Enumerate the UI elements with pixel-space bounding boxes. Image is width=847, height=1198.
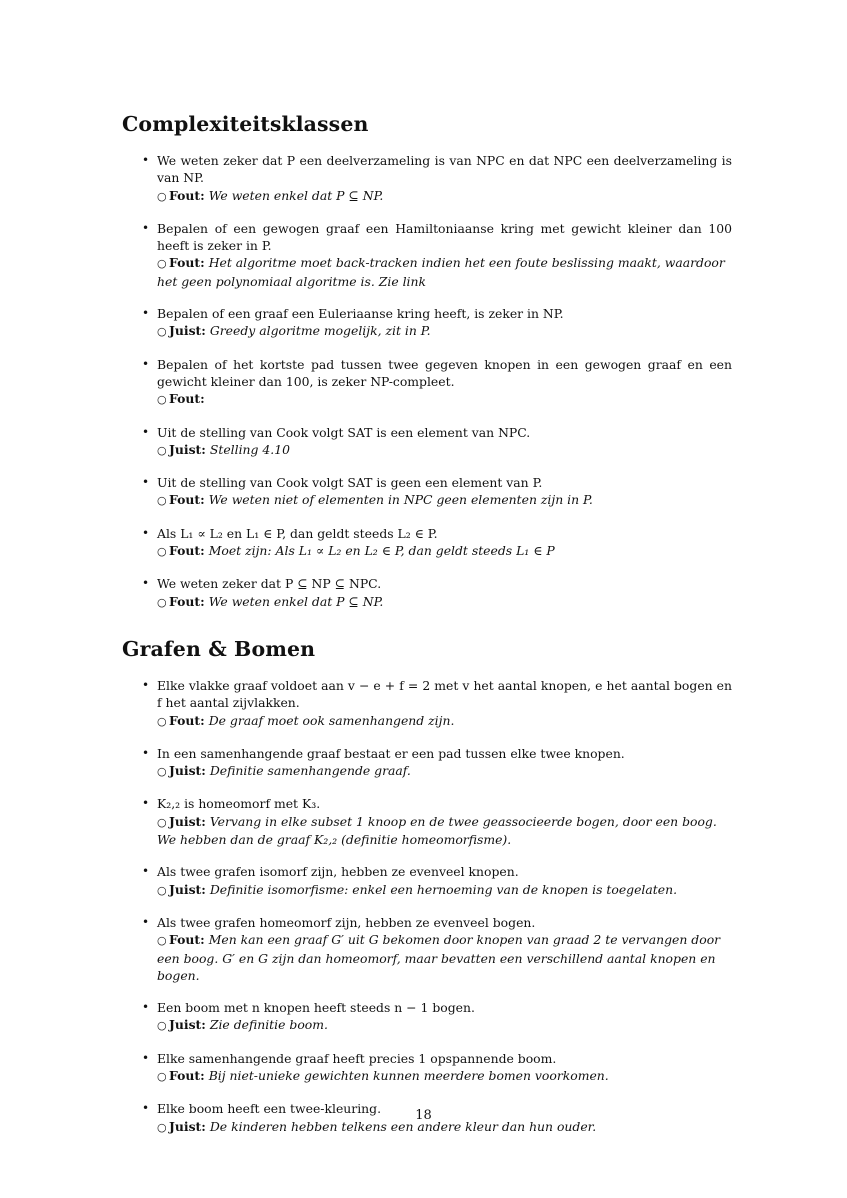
circle-icon: ○ [157, 934, 167, 948]
explanation: Greedy algoritme mogelijk, zit in P. [209, 323, 431, 339]
circle-icon: ○ [157, 1120, 167, 1134]
verdict: Fout: [169, 593, 205, 609]
bullet-icon: • [142, 424, 150, 439]
verdict: Fout: [169, 187, 205, 203]
list-item [122, 745, 732, 781]
bullet-icon: • [142, 914, 150, 929]
section-title-grafen-bomen: Grafen & Bomen [122, 636, 316, 661]
statement: Als twee grafen isomorf zijn, hebben ze evenveel knopen. [157, 864, 519, 880]
statement-list-complexiteit [122, 152, 732, 611]
bullet-icon: • [142, 306, 150, 321]
answer [157, 542, 732, 560]
page-number: 18 [415, 1108, 432, 1123]
verdict: Juist: [169, 441, 206, 457]
list-item [122, 575, 732, 611]
bullet-icon: • [142, 356, 150, 371]
bullet-icon: • [142, 576, 150, 591]
section-title-complexiteitsklassen: Complexiteitsklassen [122, 112, 369, 136]
bullet-icon: • [142, 796, 150, 811]
statement: Als L₁ ∝ L₂ en L₁ ∈ P, dan geldt steeds L₂ ∈ P. [157, 525, 438, 541]
list-item [122, 863, 732, 899]
answer [157, 931, 732, 984]
verdict: Juist: [169, 1118, 206, 1134]
verdict: Fout: [169, 543, 205, 559]
list-item [122, 914, 732, 984]
circle-icon: ○ [157, 1019, 167, 1033]
explanation: Definitie samenhangende graaf. [209, 763, 411, 779]
answer [157, 1067, 732, 1085]
list-item [122, 525, 732, 561]
circle-icon: ○ [157, 595, 167, 609]
answer [157, 254, 732, 290]
answer [157, 322, 732, 340]
explanation: Stelling 4.10 [209, 441, 290, 457]
circle-icon: ○ [157, 883, 167, 897]
statement: Bepalen of het kortste pad tussen twee gegeven knopen in een gewogen graaf en een gewicht kleiner dan 100, is zeker NP-compleet. [157, 356, 732, 389]
list-item [122, 305, 732, 341]
circle-icon: ○ [157, 714, 167, 728]
verdict: Juist: [169, 881, 206, 897]
explanation: De kinderen hebben telkens een andere kleur dan hun ouder. [209, 1118, 597, 1134]
page-content [122, 112, 732, 1151]
bullet-icon: • [142, 153, 150, 167]
answer [157, 390, 732, 408]
answer [157, 187, 732, 205]
answer [157, 881, 732, 899]
circle-icon: ○ [157, 815, 167, 829]
statement: Een boom met n knopen heeft steeds n − 1 bogen. [157, 1000, 475, 1016]
statement: In een samenhangende graaf bestaat er een pad tussen elke twee knopen. [157, 745, 625, 761]
bullet-icon: • [142, 1050, 150, 1065]
verdict: Fout: [169, 712, 205, 728]
explanation: We weten enkel dat P ⊆ NP. [208, 187, 384, 203]
answer [157, 813, 732, 849]
answer [157, 593, 732, 611]
explanation: Bij niet-unieke gewichten kunnen meerdere bomen voorkomen. [208, 1067, 609, 1083]
statement: K₂,₂ is homeomorf met K₃. [157, 796, 321, 812]
bullet-icon: • [142, 475, 150, 490]
statement: Uit de stelling van Cook volgt SAT is geen een element van P. [157, 475, 543, 491]
list-item [122, 795, 732, 848]
answer [157, 712, 732, 730]
bullet-icon: • [142, 220, 150, 235]
explanation: Het algoritme moet back-tracken indien het een foute beslissing maakt, waardoor het geen polynomiaal algoritme is. Zie link [157, 255, 725, 289]
bullet-icon: • [142, 1000, 150, 1015]
bullet-icon: • [142, 1101, 150, 1116]
statement: Uit de stelling van Cook volgt SAT is een element van NPC. [157, 424, 531, 440]
explanation: Definitie isomorfisme: enkel een hernoeming van de knopen is toegelaten. [209, 881, 678, 897]
list-item [122, 677, 732, 730]
verdict: Fout: [169, 932, 205, 948]
bullet-icon: • [142, 745, 150, 760]
list-item [122, 999, 732, 1035]
list-item [122, 424, 732, 460]
statement: Bepalen of een graaf een Euleriaanse kring heeft, is zeker in NP. [157, 306, 564, 322]
verdict: Fout: [169, 255, 205, 271]
statement-list-grafen [122, 677, 732, 1136]
circle-icon: ○ [157, 393, 167, 407]
circle-icon: ○ [157, 765, 167, 779]
answer [157, 441, 732, 459]
statement: Elke samenhangende graaf heeft precies 1 opspannende boom. [157, 1050, 557, 1066]
explanation: We weten enkel dat P ⊆ NP. [208, 593, 384, 609]
explanation: Vervang in elke subset 1 knoop en de twee geassocieerde bogen, door een boog. We hebben dan de graaf K₂,₂ (definitie homeomorfisme). [157, 813, 717, 848]
list-item [122, 356, 732, 409]
verdict: Juist: [169, 763, 206, 779]
list-item [122, 1050, 732, 1086]
explanation: We weten niet of elementen in NPC geen elementen zijn in P. [208, 492, 593, 508]
explanation: Zie definitie boom. [209, 1017, 328, 1033]
verdict: Juist: [169, 323, 206, 339]
list-item [122, 474, 732, 510]
statement: Elke vlakke graaf voldoet aan v − e + f = 2 met v het aantal knopen, e het aantal bogen en f het aantal zijvlakken. [157, 677, 732, 711]
explanation: De graaf moet ook samenhangend zijn. [208, 712, 455, 728]
answer [157, 1016, 732, 1034]
answer [157, 491, 732, 509]
circle-icon: ○ [157, 325, 167, 339]
statement: We weten zeker dat P ⊆ NP ⊆ NPC. [157, 576, 382, 592]
verdict: Juist: [169, 1017, 206, 1033]
statement: Als twee grafen homeomorf zijn, hebben ze evenveel bogen. [157, 914, 536, 930]
explanation: Men kan een graaf G′ uit G bekomen door knopen van graad 2 te vervangen door een boog. G′ en G zijn dan homeomorf, maar bevatten een verschillend aantal knopen en bogen. [157, 932, 721, 983]
statement: Bepalen of een gewogen graaf een Hamiltoniaanse kring met gewicht kleiner dan 100 heeft is zeker in P. [157, 220, 732, 254]
verdict: Fout: [169, 391, 205, 407]
list-item [122, 152, 732, 205]
answer [157, 762, 732, 780]
bullet-icon: • [142, 677, 150, 692]
verdict: Juist: [169, 813, 206, 829]
circle-icon: ○ [157, 1069, 167, 1083]
statement: Elke boom heeft een twee-kleuring. [157, 1101, 382, 1117]
circle-icon: ○ [157, 257, 167, 271]
verdict: Fout: [169, 492, 205, 508]
circle-icon: ○ [157, 494, 167, 508]
verdict: Fout: [169, 1067, 205, 1083]
bullet-icon: • [142, 864, 150, 879]
circle-icon: ○ [157, 189, 167, 203]
circle-icon: ○ [157, 545, 167, 559]
list-item [122, 220, 732, 290]
statement: We weten zeker dat P een deelverzameling is van NPC en dat NPC een deelverzameling is van NP. [157, 153, 732, 186]
bullet-icon: • [142, 525, 150, 540]
circle-icon: ○ [157, 443, 167, 457]
explanation: Moet zijn: Als L₁ ∝ L₂ en L₂ ∈ P, dan geldt steeds L₁ ∈ P [208, 543, 555, 559]
